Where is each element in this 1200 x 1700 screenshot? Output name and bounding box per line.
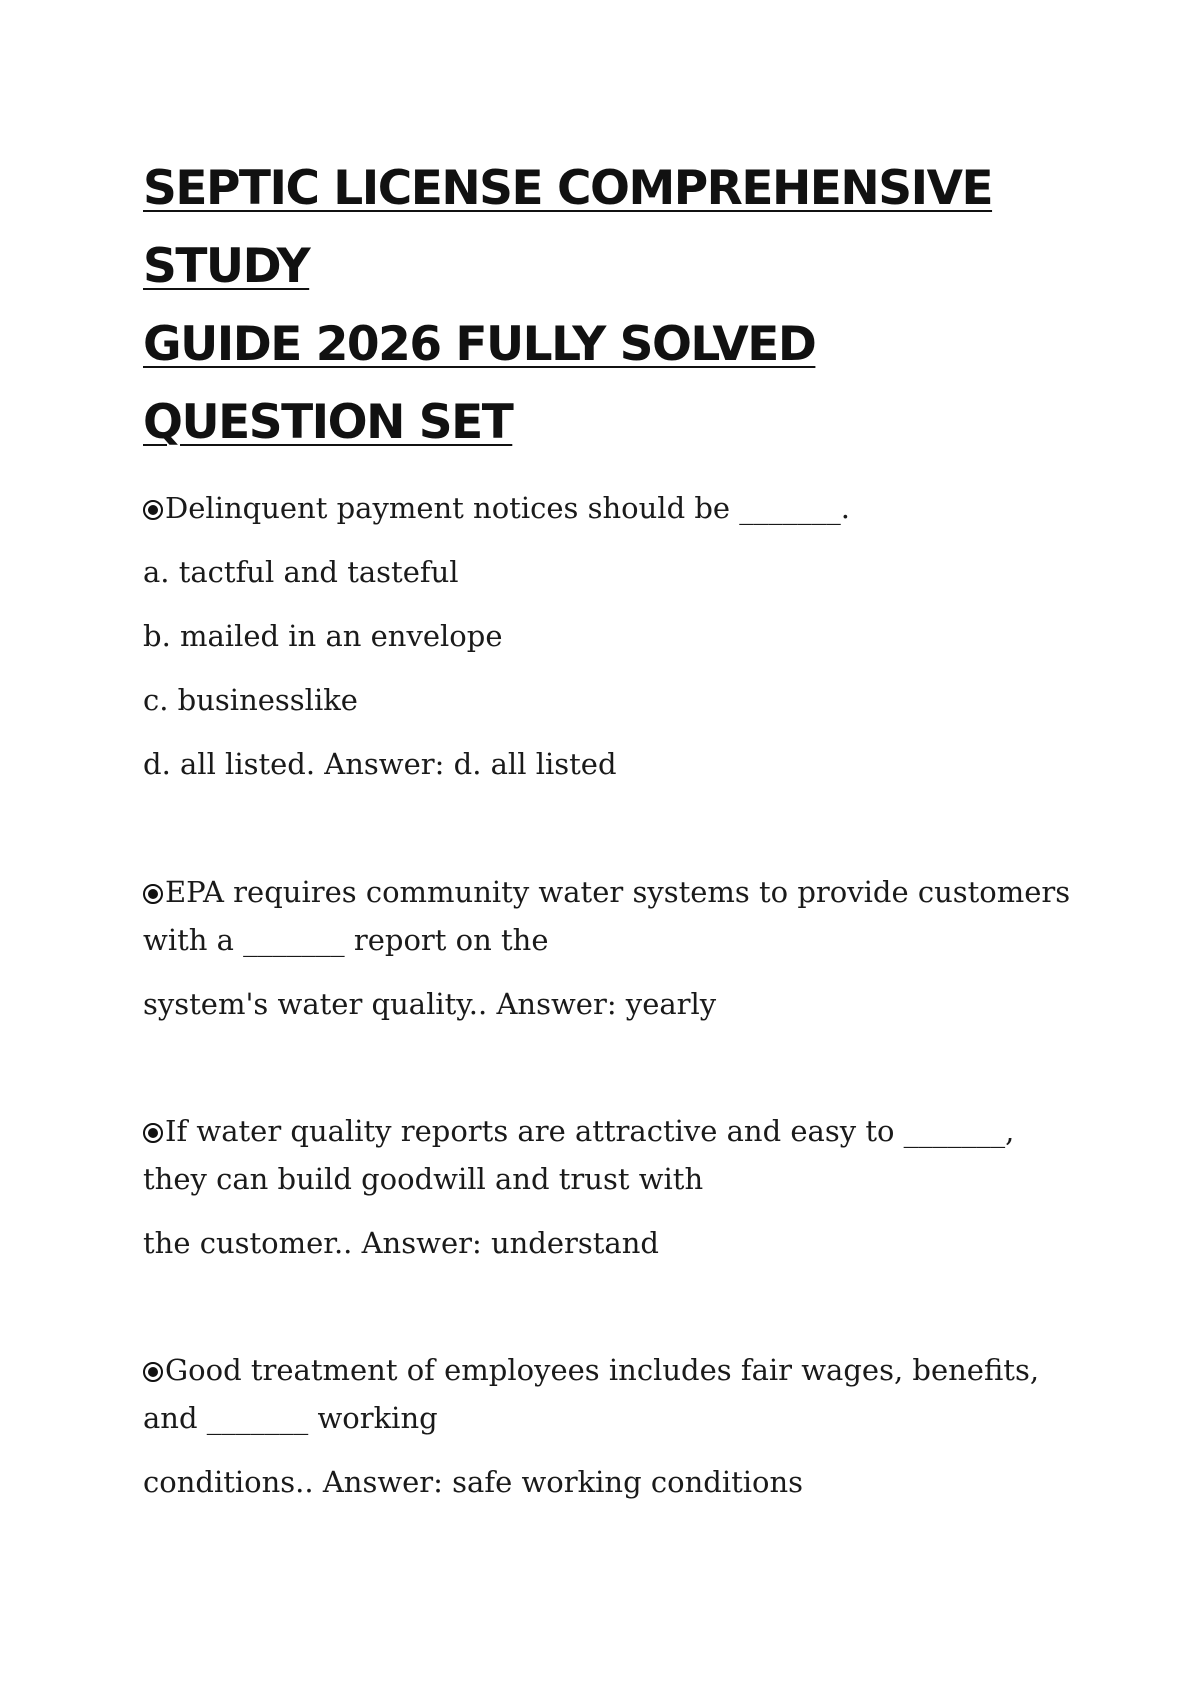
answer-line: conditions.. Answer: safe working conditions bbox=[143, 1465, 804, 1499]
radio-bullet-icon bbox=[143, 1362, 163, 1382]
question-text bbox=[143, 868, 1083, 964]
question-2-text: EPA requires community water systems to provide customers with a _______ report on the bbox=[143, 875, 1071, 957]
option-d-answer: d. all listed. Answer: d. all listed bbox=[143, 747, 617, 781]
option-a: a. tactful and tasteful bbox=[143, 555, 459, 589]
answer-line: system's water quality.. Answer: yearly bbox=[143, 987, 717, 1021]
option-c: c. businesslike bbox=[143, 683, 358, 717]
radio-bullet-icon bbox=[143, 500, 163, 520]
question-block-1 bbox=[143, 484, 1083, 804]
question-4-text: Good treatment of employees includes fair wages, benefits, and _______ working bbox=[143, 1353, 1040, 1435]
title-line-1: SEPTIC LICENSE COMPREHENSIVE STUDY bbox=[143, 161, 993, 294]
radio-bullet-icon bbox=[143, 884, 163, 904]
document-title bbox=[143, 150, 1073, 462]
question-block-4 bbox=[143, 1346, 1083, 1522]
question-3-text: If water quality reports are attractive and easy to _______, they can build goodwill and trust with bbox=[143, 1114, 1015, 1196]
question-block-3 bbox=[143, 1107, 1083, 1283]
title-line-2: GUIDE 2026 FULLY SOLVED QUESTION SET bbox=[143, 317, 816, 450]
question-text bbox=[143, 1346, 1083, 1442]
question-text bbox=[143, 1107, 1083, 1203]
answer-line: the customer.. Answer: understand bbox=[143, 1226, 659, 1260]
question-1-text: Delinquent payment notices should be _______. bbox=[165, 491, 851, 525]
question-block-2 bbox=[143, 868, 1083, 1044]
radio-bullet-icon bbox=[143, 1123, 163, 1143]
question-text bbox=[143, 484, 1083, 532]
option-b: b. mailed in an envelope bbox=[143, 619, 503, 653]
